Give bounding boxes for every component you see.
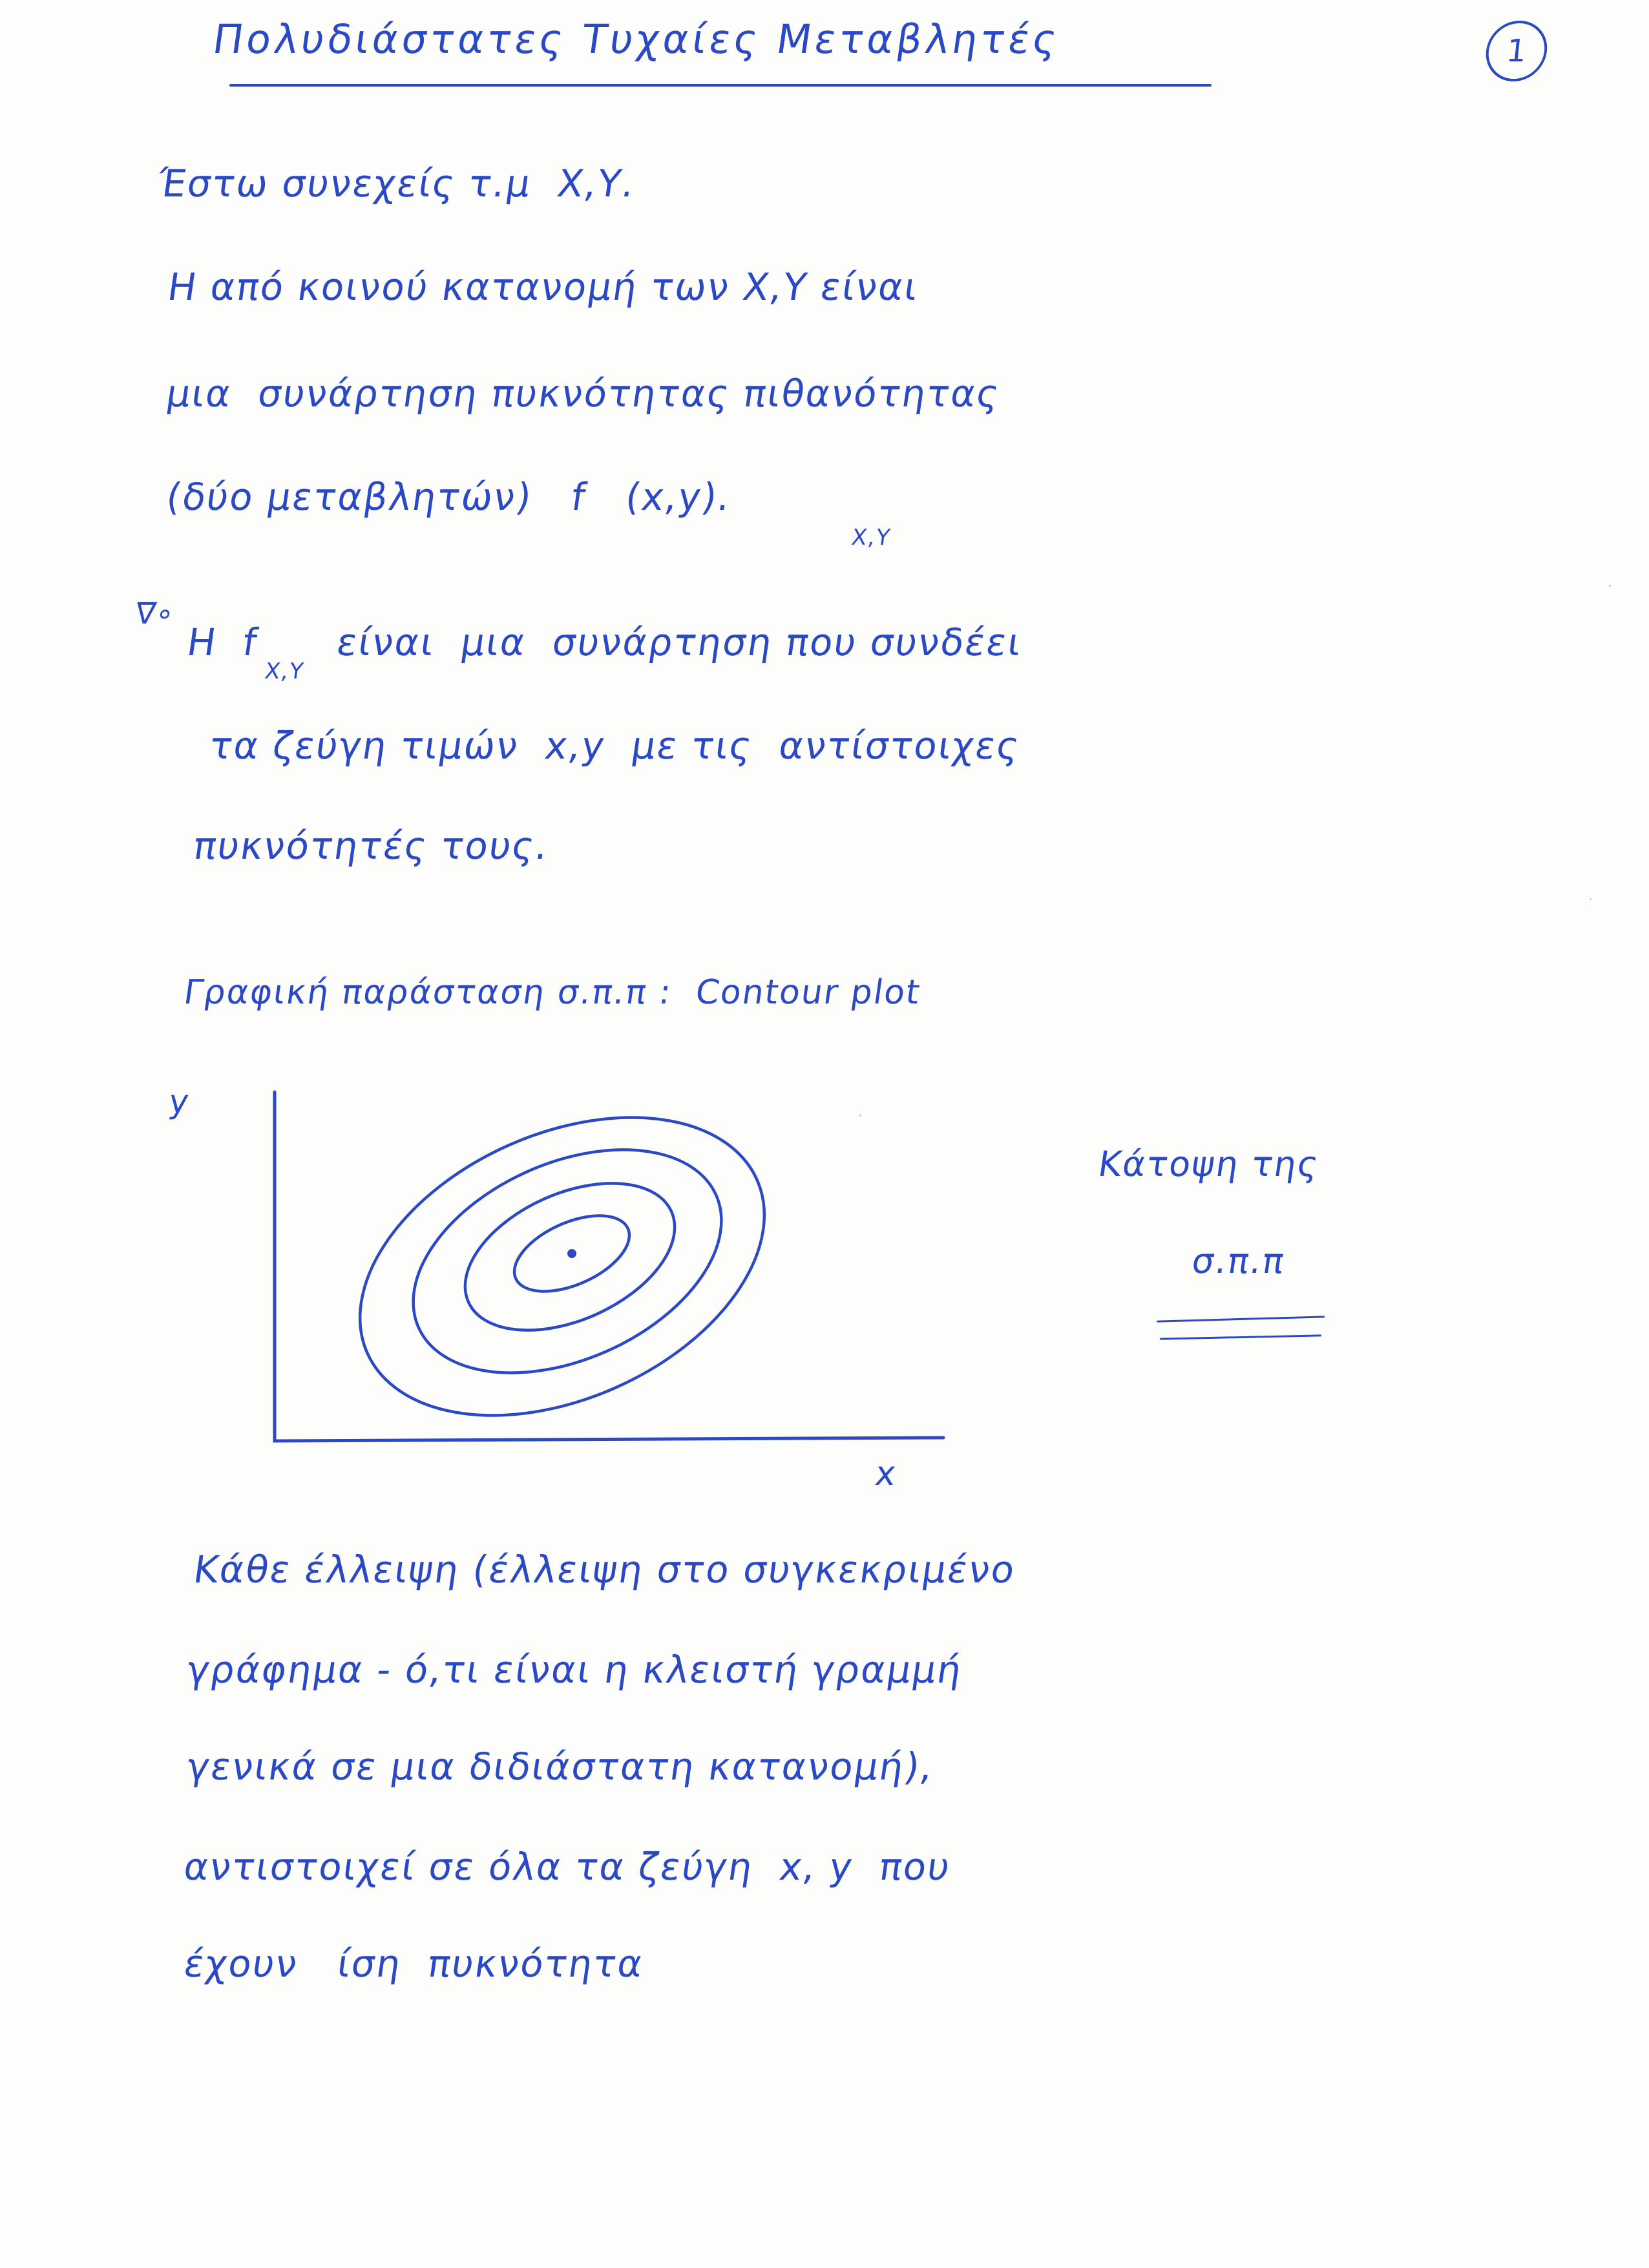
axis-x-label: x — [872, 1454, 899, 1493]
intro-line-3: μια συνάρτηση πυκνότητας πιθανότητας — [163, 372, 1003, 415]
page-number-badge: 1 — [1483, 21, 1550, 81]
contour-ring-3 — [379, 1106, 756, 1418]
bullet-line-2: τα ζεύγη τιμών x,y με τις αντίστοιχες — [207, 724, 1024, 768]
side-note-line-2: σ.π.π — [1189, 1241, 1288, 1281]
bullet-marker: ∇∘ — [133, 596, 177, 631]
closing-line-1: Κάθε έλλειψη (έλλειψη στο συγκεκριμένο — [191, 1548, 1019, 1591]
bullet-line-1: Η f είναι μια συνάρτηση που συνδέει — [184, 620, 1025, 664]
intro-line-2: Η από κοινού κατανομή των Χ,Υ είναι — [165, 265, 922, 309]
bullet-inline-subscript: Χ,Υ — [263, 658, 306, 684]
bullet-line-3: πυκνότητές τους. — [191, 824, 552, 868]
side-note-underline-1 — [1157, 1316, 1325, 1322]
paper-speck — [859, 1115, 861, 1117]
closing-line-5: έχουν ίση πυκνότητα — [181, 1942, 647, 1986]
intro-line-1: Έστω συνεχείς τ.μ Χ,Υ. — [155, 162, 638, 205]
contour-center-dot — [567, 1249, 576, 1258]
contour-plot-figure — [149, 1073, 963, 1480]
closing-line-3: γενικά σε μια διδιάστατη κατανομή), — [184, 1745, 937, 1789]
axis-y-label: y — [166, 1083, 193, 1120]
closing-line-4: αντιστοιχεί σε όλα τα ζεύγη x, y που — [181, 1845, 954, 1889]
paper-speck — [1609, 585, 1611, 587]
contour-ring-outer — [313, 1073, 811, 1475]
graph-heading: Γραφική παράσταση σ.π.π : Contour plot — [181, 973, 923, 1012]
side-note-underline-2 — [1160, 1334, 1321, 1339]
intro-line-4: (δύο μεταβλητών) f (x,y). — [163, 475, 735, 519]
title-underline — [229, 84, 1212, 87]
intro-subscript: Χ,Υ — [850, 525, 893, 551]
side-note-line-1: Κάτοψη της — [1095, 1144, 1323, 1184]
paper-speck — [1590, 898, 1591, 900]
closing-line-2: γράφημα - ό,τι είναι η κλειστή γραμμή — [184, 1648, 966, 1692]
page-title: Πολυδιάστατες Τυχαίες Μεταβλητές — [209, 16, 1064, 63]
